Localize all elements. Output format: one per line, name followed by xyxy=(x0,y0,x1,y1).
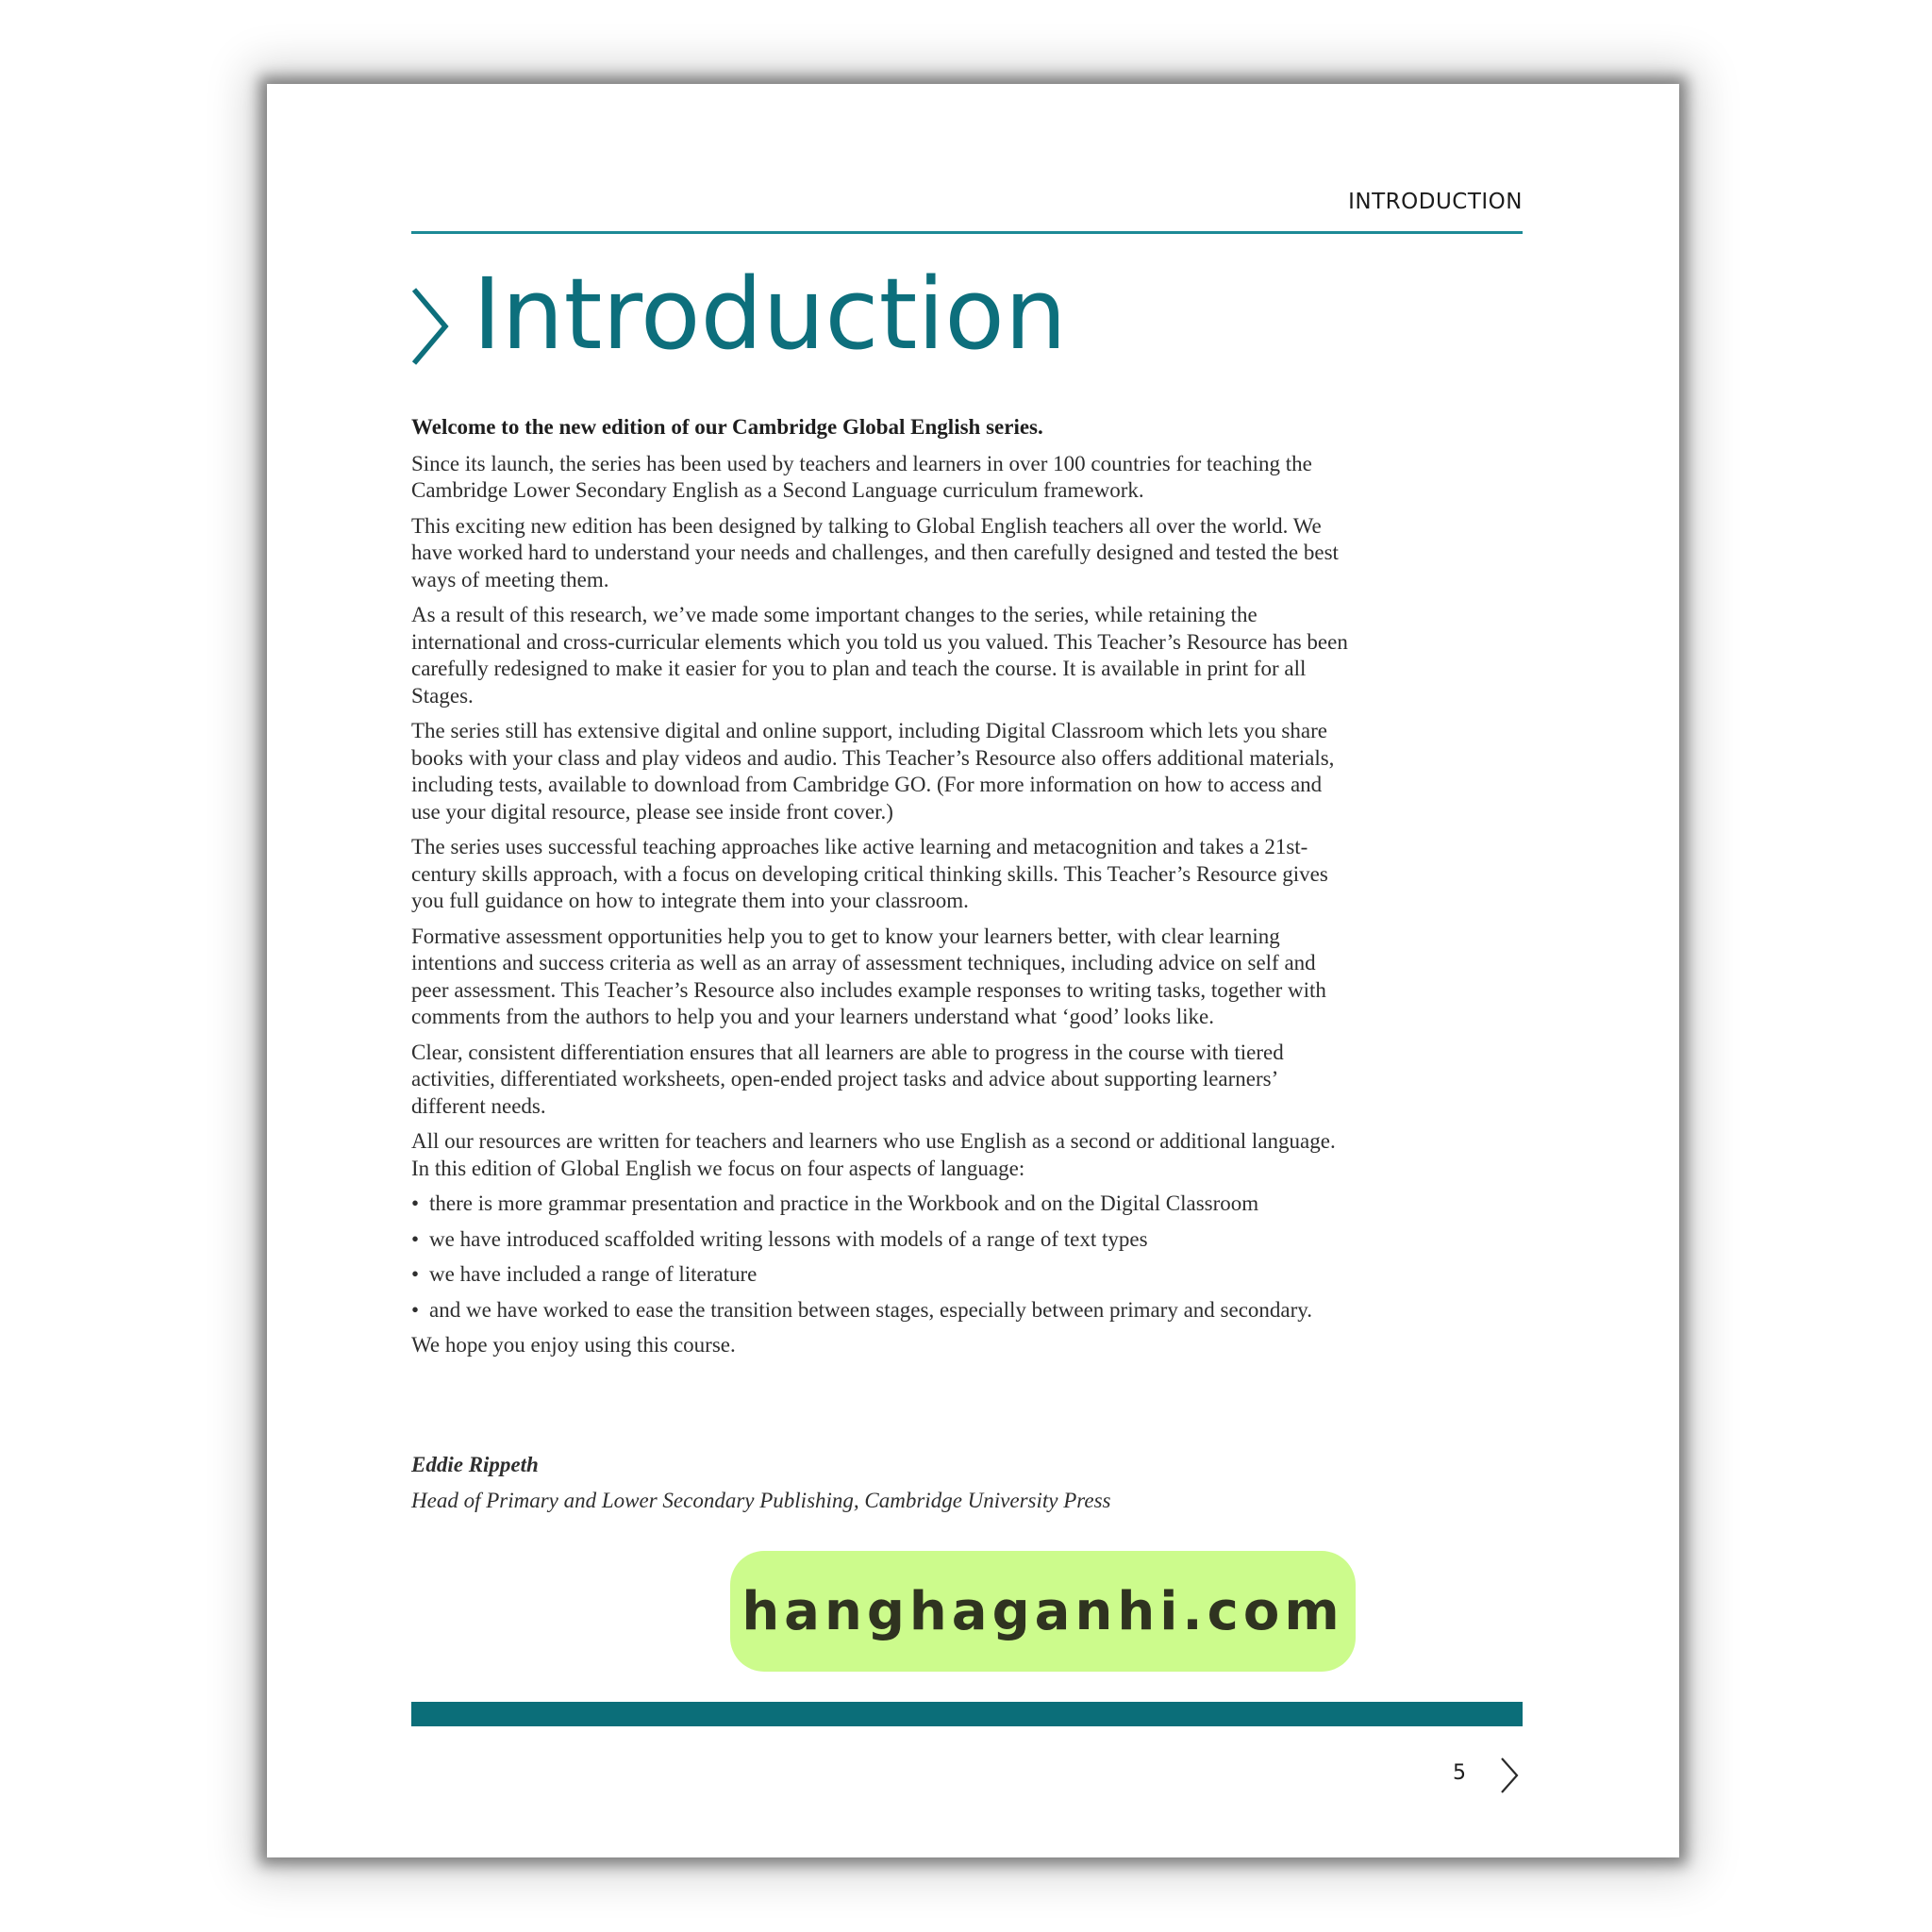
list-item-text: we have introduced scaffolded writing lessons with models of a range of text types xyxy=(429,1226,1148,1251)
body-text xyxy=(411,414,1355,1368)
signature-block xyxy=(411,1452,1110,1514)
lead-paragraph: Welcome to the new edition of our Cambridge Global English series. xyxy=(411,415,1043,439)
list-item xyxy=(411,1191,1355,1218)
bullet-list xyxy=(411,1191,1355,1324)
paragraph: All our resources are written for teachers and learners who use English as a second or additional language. In this edition of Global English we focus on four aspects of language: xyxy=(411,1129,1336,1180)
footer-bar xyxy=(411,1702,1523,1726)
paragraph: Since its launch, the series has been used by teachers and learners in over 100 countries for teaching the Cambridge Lower Secondary English as a Second Language curriculum framework. xyxy=(411,451,1312,502)
chevron-right-icon xyxy=(409,286,451,367)
bullet-icon: • xyxy=(411,1297,420,1322)
paragraph: The series still has extensive digital and online support, including Digital Classroom which lets you share books with your class and play videos and audio. This Teacher’s Resource also offers additional materials, including tests, available to download from Cambridge GO. (For more information on how to access and use your digital resource, please see inside front cover.) xyxy=(411,719,1335,824)
paragraph: As a result of this research, we’ve made some important changes to the series, while retaining the international and cross-curricular elements which you told us you valued. This Teacher’s Resource has been carefully redesigned to make it easier for you to plan and teach the course. It is available in print for all Stages. xyxy=(411,603,1348,708)
page-title: Introduction xyxy=(473,257,1067,372)
list-item-text: there is more grammar presentation and practice in the Workbook and on the Digital Classroom xyxy=(429,1191,1259,1215)
list-item-text: we have included a range of literature xyxy=(429,1262,758,1286)
signature-name: Eddie Rippeth xyxy=(411,1453,539,1476)
list-item xyxy=(411,1297,1355,1324)
list-item xyxy=(411,1261,1355,1289)
list-item xyxy=(411,1226,1355,1254)
closing-paragraph: We hope you enjoy using this course. xyxy=(411,1333,736,1357)
paragraph: Formative assessment opportunities help you to get to know your learners better, with clear learning intentions and success criteria as well as an array of assessment techniques, including advice on self and peer assessment. This Teacher’s Resource also includes example responses to writing tasks, together with comments from the authors to help you and your learners understand what ‘good’ looks like. xyxy=(411,924,1326,1028)
paragraph: The series uses successful teaching approaches like active learning and metacognition and takes a 21st-century skills approach, with a focus on developing critical thinking skills. This Teacher’s Resource gives you full guidance on how to integrate them into your classroom. xyxy=(411,835,1328,912)
paragraph: Clear, consistent differentiation ensures that all learners are able to progress in the course with tiered activities, differentiated worksheets, open-ended project tasks and advice about supporting learners’ different needs. xyxy=(411,1040,1284,1118)
paragraph: This exciting new edition has been designed by talking to Global English teachers all over the world. We have worked hard to understand your needs and challenges, and then carefully designed and tested the best ways of meeting them. xyxy=(411,513,1339,591)
running-head: INTRODUCTION xyxy=(1348,190,1523,214)
chevron-right-icon xyxy=(1499,1757,1520,1794)
signature-role: Head of Primary and Lower Secondary Publishing, Cambridge University Press xyxy=(411,1489,1111,1512)
page-number: 5 xyxy=(1453,1761,1466,1785)
bullet-icon: • xyxy=(411,1262,420,1286)
header-rule xyxy=(411,231,1523,234)
watermark-badge: hanghaganhi.com xyxy=(730,1551,1356,1672)
list-item-text: and we have worked to ease the transition between stages, especially between primary and secondary. xyxy=(429,1297,1313,1322)
bullet-icon: • xyxy=(411,1191,420,1215)
document-page xyxy=(267,84,1679,1857)
bullet-icon: • xyxy=(411,1226,420,1251)
